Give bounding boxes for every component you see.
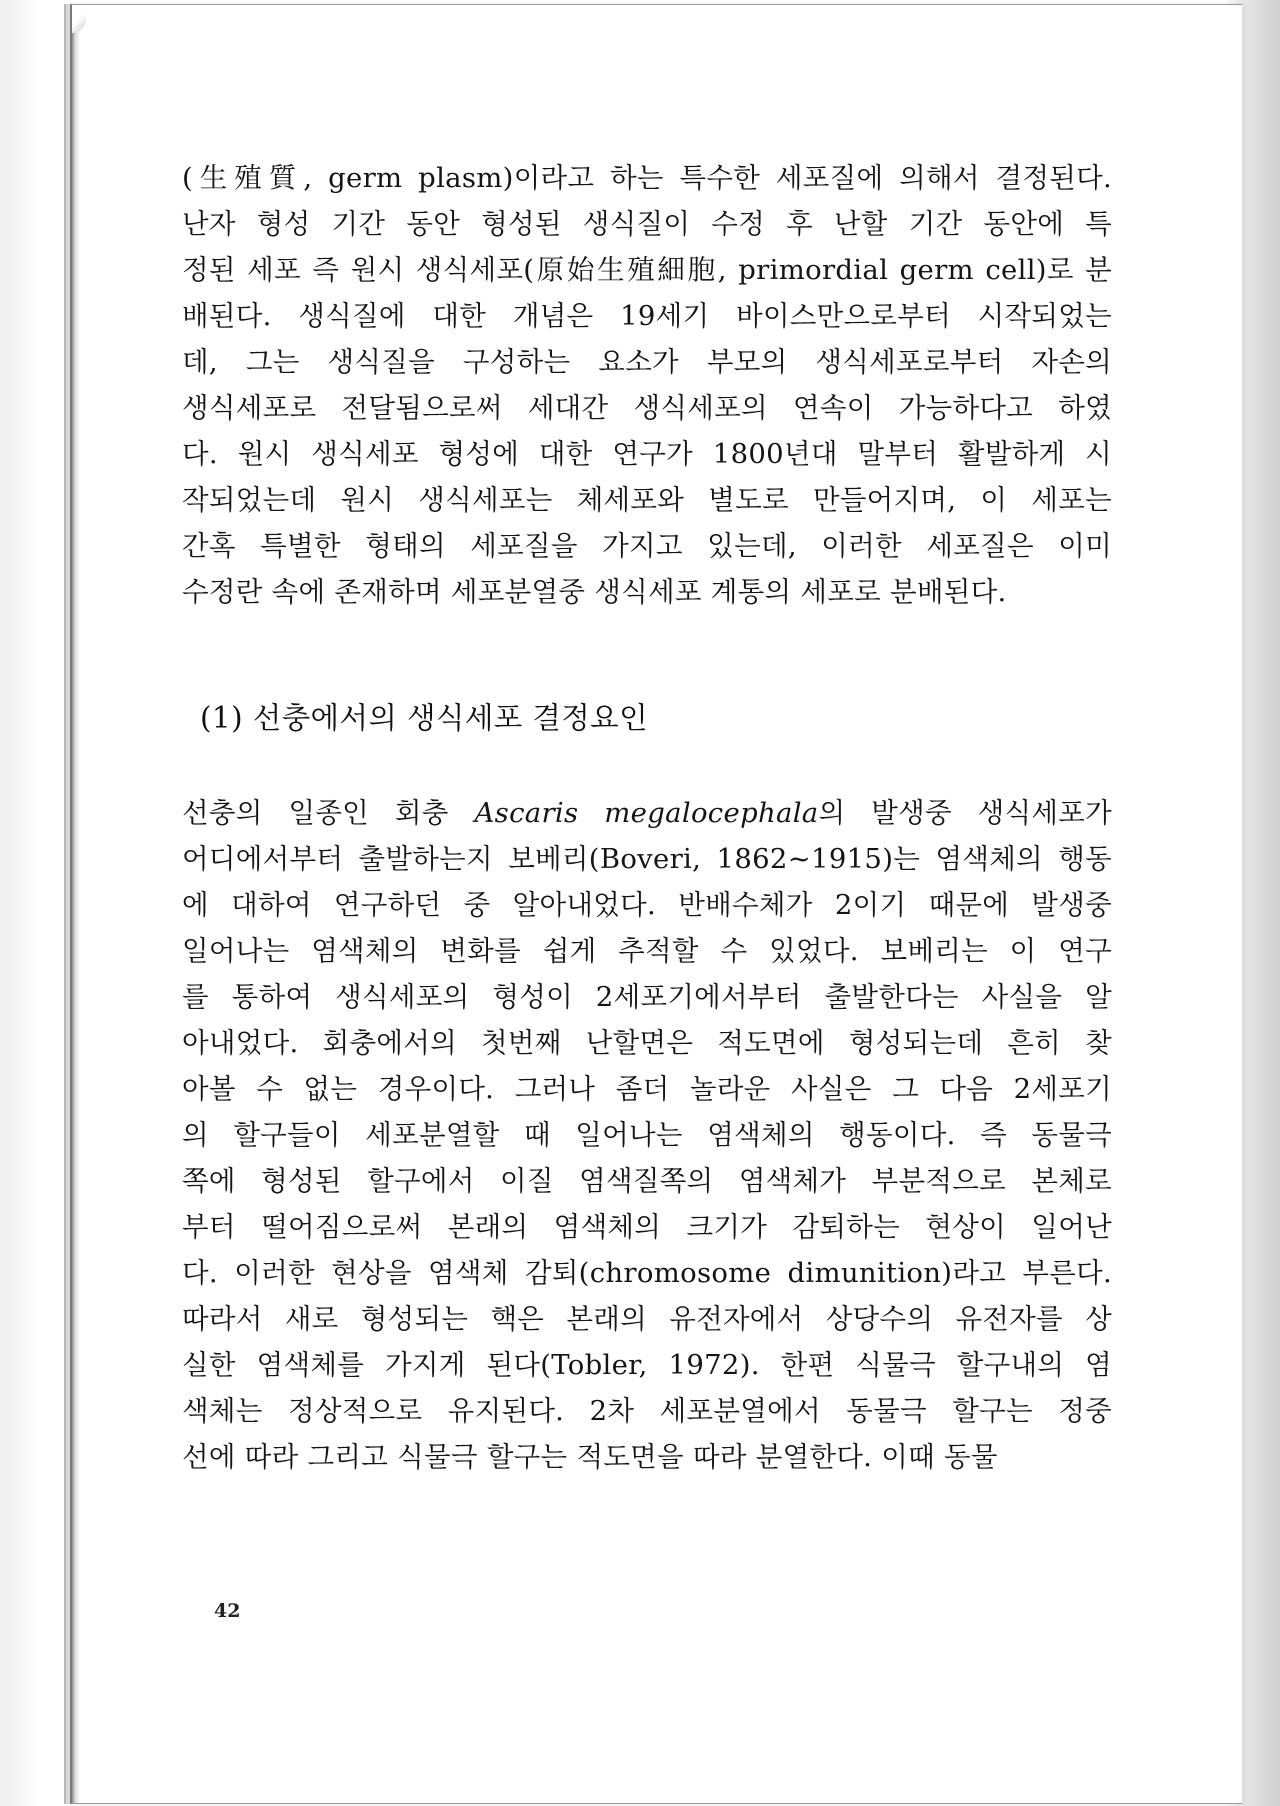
text-line: 의 할구들이 세포분열할 때 일어나는 염색체의 행동이다. 즉 동물극	[182, 1119, 1112, 1151]
text-line: 어디에서부터 출발하는지 보베리(Boveri, 1862~1915)는 염색체의 행동	[182, 843, 1112, 875]
species-name: Ascaris megalocephala	[474, 797, 819, 829]
text-line: 아볼 수 없는 경우이다. 그러나 좀더 놀라운 사실은 그 다음 2세포기	[182, 1073, 1112, 1105]
text-line: 선에 따라 그리고 식물극 할구는 적도면을 따라 분열한다. 이때 동물	[182, 1441, 998, 1473]
text-line: 다. 원시 생식세포 형성에 대한 연구가 1800년대 말부터 활발하게 시	[182, 438, 1112, 470]
text-line: 실한 염색체를 가지게 된다(Tobler, 1972). 한편 식물극 할구내의 염	[182, 1349, 1112, 1381]
text-line: 부터 떨어짐으로써 본래의 염색체의 크기가 감퇴하는 현상이 일어난	[182, 1211, 1112, 1243]
text-line: 쪽에 형성된 할구에서 이질 염색질쪽의 염색체가 부분적으로 본체로	[182, 1165, 1112, 1197]
text-line: 데, 그는 생식질을 구성하는 요소가 부모의 생식세포로부터 자손의	[182, 346, 1112, 378]
paragraph-1	[182, 155, 1112, 615]
text-line: 선충의 일종인 회충 Ascaris megalocephala의 발생중 생식세포가	[182, 797, 1112, 829]
text-line: (生殖質, germ plasm)이라고 하는 특수한 세포질에 의해서 결정된다.	[182, 162, 1112, 194]
text-line: 난자 형성 기간 동안 형성된 생식질이 수정 후 난할 기간 동안에 특	[182, 208, 1112, 240]
text-line: 다. 이러한 현상을 염색체 감퇴(chromosome dimunition)라고 부른다.	[182, 1257, 1112, 1289]
text-line: 를 통하여 생식세포의 형성이 2세포기에서부터 출발한다는 사실을 알	[182, 981, 1112, 1013]
page-binding-edge	[72, 5, 80, 1803]
text-line: 정된 세포 즉 원시 생식세포(原始生殖細胞, primordial germ cell)로 분	[182, 254, 1112, 286]
text-line: 간혹 특별한 형태의 세포질을 가지고 있는데, 이러한 세포질은 이미	[182, 530, 1112, 562]
text-line: 색체는 정상적으로 유지된다. 2차 세포분열에서 동물극 할구는 정중	[182, 1395, 1112, 1427]
page-number: 42	[214, 1600, 241, 1622]
text-line: 생식세포로 전달됨으로써 세대간 생식세포의 연속이 가능하다고 하였	[182, 392, 1112, 424]
page-corner-curl	[72, 5, 86, 33]
text-line: 에 대하여 연구하던 중 알아내었다. 반배수체가 2이기 때문에 발생중	[182, 889, 1112, 921]
section-heading: (1) 선충에서의 생식세포 결정요인	[200, 701, 648, 735]
text-line: 아내었다. 회충에서의 첫번째 난할면은 적도면에 형성되는데 흔히 찾	[182, 1027, 1112, 1059]
text-line: 따라서 새로 형성되는 핵은 본래의 유전자에서 상당수의 유전자를 상	[182, 1303, 1112, 1335]
text-line: 작되었는데 원시 생식세포는 체세포와 별도로 만들어지며, 이 세포는	[182, 484, 1112, 516]
text-line: 배된다. 생식질에 대한 개념은 19세기 바이스만으로부터 시작되었는	[182, 300, 1112, 332]
text-line: 일어나는 염색체의 변화를 쉽게 추적할 수 있었다. 보베리는 이 연구	[182, 935, 1112, 967]
paragraph-2	[182, 790, 1112, 1480]
text-line: 수정란 속에 존재하며 세포분열중 생식세포 계통의 세포로 분배된다.	[182, 576, 1007, 608]
